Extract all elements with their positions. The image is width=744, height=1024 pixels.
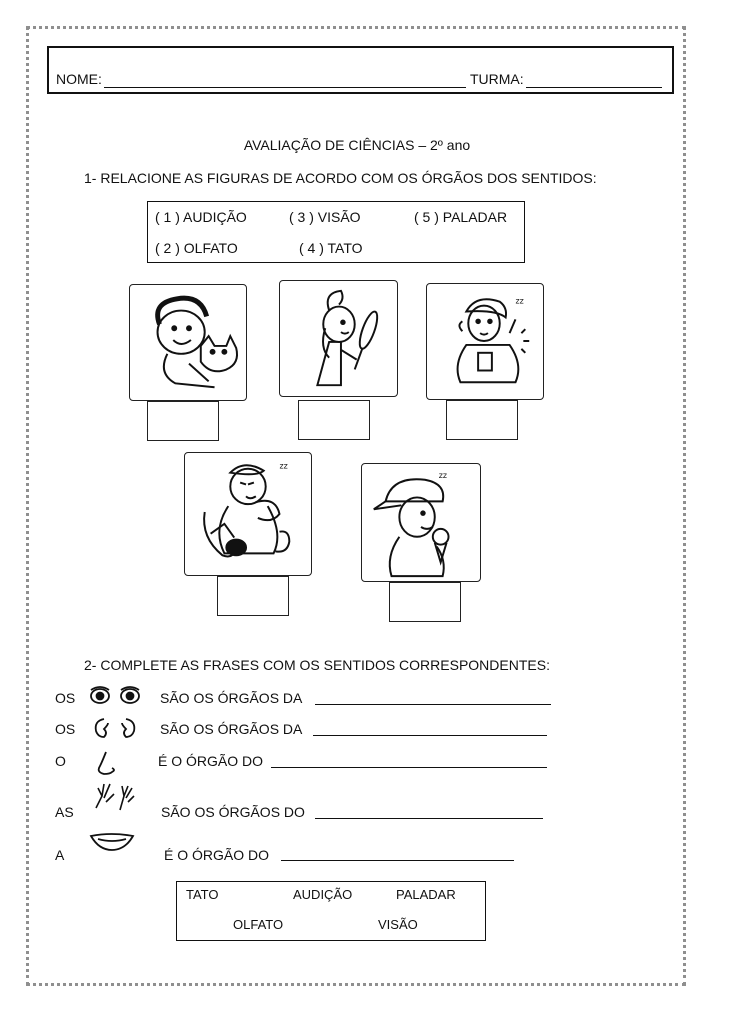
- sentence-2-text: SÃO OS ÓRGÃOS DA: [160, 721, 303, 737]
- sentence-1-answer-line[interactable]: [315, 704, 551, 705]
- legend-item-touch: ( 4 ) TATO: [299, 240, 363, 256]
- eyes-icon: [88, 685, 144, 707]
- sentence-4-article: AS: [55, 804, 74, 820]
- answer-box-2[interactable]: [298, 400, 370, 440]
- question-2-text: 2- COMPLETE AS FRASES COM OS SENTIDOS CORRESPONDENTES:: [84, 657, 550, 673]
- legend-item-vision: ( 3 ) VISÃO: [289, 209, 361, 225]
- boy-smelling-socks-icon: [185, 453, 311, 575]
- sentence-3-text: É O ÓRGÃO DO: [158, 753, 264, 769]
- svg-text:zz: zz: [515, 296, 524, 306]
- legend-item-smell: ( 2 ) OLFATO: [155, 240, 238, 256]
- answer-box-5[interactable]: [389, 582, 461, 622]
- answer-box-4[interactable]: [217, 576, 289, 616]
- legend-item-taste: ( 5 ) PALADAR: [414, 209, 508, 225]
- sentence-4-answer-line[interactable]: [315, 818, 543, 819]
- ears-icon: [92, 716, 140, 740]
- sentence-3-answer-line[interactable]: [271, 767, 547, 768]
- answer-box-3[interactable]: [446, 400, 518, 440]
- mouth-icon: [88, 830, 136, 852]
- picture-boy-eating-icecream: [361, 463, 481, 582]
- answer-box-1[interactable]: [147, 401, 219, 441]
- girl-with-mirror-icon: [280, 281, 397, 396]
- sentence-2-article: OS: [55, 721, 76, 737]
- word-bank-item: AUDIÇÃO: [293, 887, 353, 902]
- word-bank-item: TATO: [186, 887, 219, 902]
- picture-boy-hugging-cat: [129, 284, 247, 401]
- name-input-line[interactable]: [104, 87, 466, 88]
- sentence-5-answer-line[interactable]: [281, 860, 514, 861]
- sentence-5-text: É O ÓRGÃO DO: [164, 847, 270, 863]
- boy-hugging-cat-icon: [130, 285, 246, 400]
- picture-girl-with-mirror: [279, 280, 398, 397]
- picture-boy-listening: [426, 283, 544, 400]
- sentence-3-article: O: [55, 753, 66, 769]
- nose-icon: [92, 750, 122, 776]
- sentence-2-answer-line[interactable]: [313, 735, 547, 736]
- class-input-line[interactable]: [526, 87, 662, 88]
- boy-listening-icon: [427, 284, 543, 399]
- sentence-4-text: SÃO OS ÓRGÃOS DO: [161, 804, 305, 820]
- sentence-1-article: OS: [55, 690, 76, 706]
- page-title: AVALIAÇÃO DE CIÊNCIAS – 2º ano: [243, 137, 471, 153]
- name-label: NOME:: [56, 71, 102, 87]
- word-bank-item: PALADAR: [396, 887, 456, 902]
- svg-text:zz: zz: [438, 470, 447, 480]
- picture-boy-smelling-socks: [184, 452, 312, 576]
- word-bank-item: VISÃO: [378, 917, 418, 932]
- sentence-1-text: SÃO OS ÓRGÃOS DA: [160, 690, 303, 706]
- boy-eating-icecream-icon: [362, 464, 480, 581]
- class-label: TURMA:: [470, 71, 524, 87]
- hands-icon: [90, 780, 138, 814]
- word-bank-item: OLFATO: [233, 917, 284, 932]
- svg-text:zz: zz: [279, 461, 288, 471]
- question-1-text: 1- RELACIONE AS FIGURAS DE ACORDO COM OS ÓRGÃOS DOS SENTIDOS:: [84, 170, 597, 186]
- legend-item-hearing: ( 1 ) AUDIÇÃO: [155, 209, 247, 225]
- sentence-5-article: A: [55, 847, 65, 863]
